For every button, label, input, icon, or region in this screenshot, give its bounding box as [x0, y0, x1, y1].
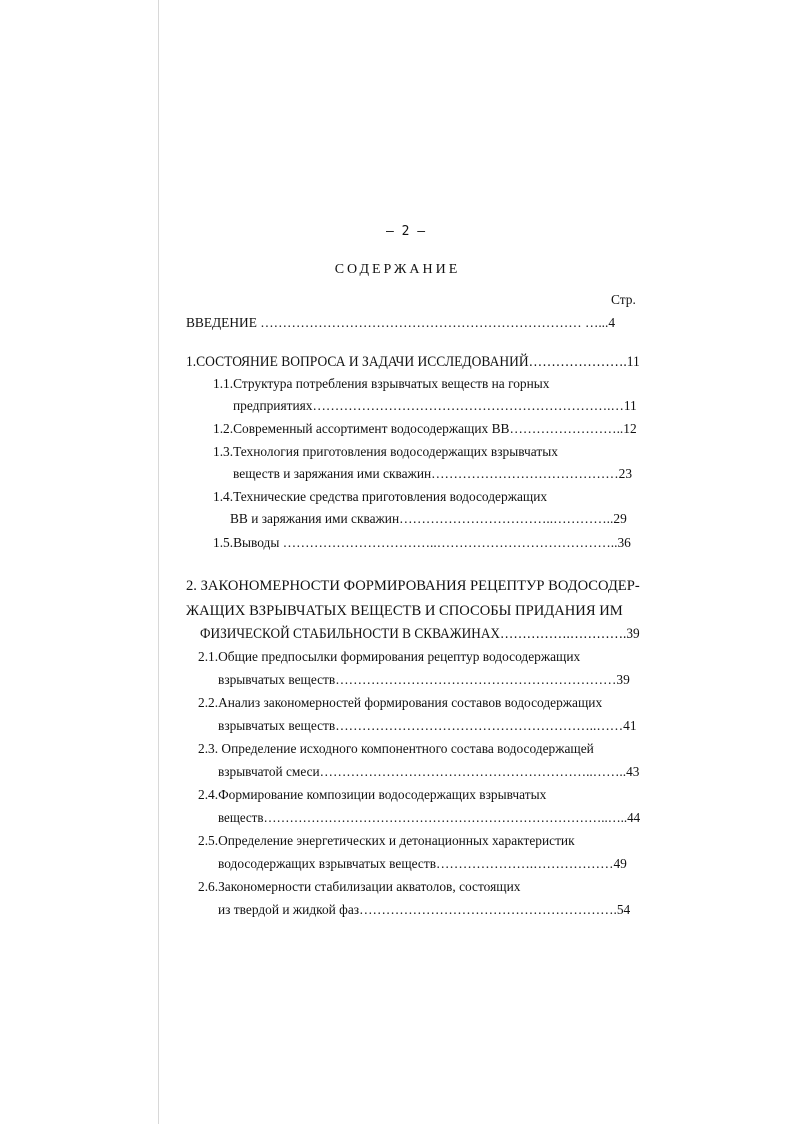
toc-chapter-2-cont-2: ФИЗИЧЕСКОЙ СТАБИЛЬНОСТИ В СКВАЖИНАХ…………….………….39: [200, 626, 640, 642]
toc-entry-2-6: 2.6.Закономерности стабилизации акватолов, состоящих: [198, 879, 521, 894]
toc-entry-2-4-cont: веществ……………………………………………………………………..…..44: [218, 810, 641, 825]
toc-entry-2-2: 2.2.Анализ закономерностей формирования составов водосодержащих: [198, 695, 603, 710]
toc-entry-2-2-cont: взрывчатых веществ…………………………………………………..……41: [218, 718, 637, 733]
toc-entry-1-5: 1.5.Выводы ……………………………..…………………………………..36: [213, 535, 631, 550]
toc-entry-2-4: 2.4.Формирование композиции водосодержащих взрывчатых: [198, 787, 547, 802]
toc-entry-2-5: 2.5.Определение энергетических и детонационных характеристик: [198, 833, 575, 848]
toc-entry-2-3: 2.3. Определение исходного компонентного состава водосодержащей: [198, 741, 594, 756]
toc-entry-2-3-cont: взрывчатой смеси……………………………………………………..……..43: [218, 764, 640, 779]
toc-entry-2-1: 2.1.Общие предпосылки формирования рецептур водосодержащих: [198, 649, 581, 664]
toc-entry-2-6-cont: из твердой и жидкой фаз………………………………………………….54: [218, 902, 631, 917]
toc-entry-introduction: ВВЕДЕНИЕ ……………………………………………………………… …...4: [186, 315, 616, 330]
toc-entry-1-1: 1.1.Структура потребления взрывчатых веществ на горных: [213, 376, 550, 391]
toc-entry-2-1-cont: взрывчатых веществ………………………………………………………39: [218, 672, 630, 687]
toc-entry-1-3: 1.3.Технология приготовления водосодержащих взрывчатых: [213, 444, 558, 459]
page-edge-line: [158, 0, 159, 1124]
toc-entry-1-1-cont: предприятиях………………………………………………………….…11: [233, 398, 637, 413]
toc-entry-1-2: 1.2.Современный ассортимент водосодержащих ВВ……………………..12: [213, 421, 637, 436]
toc-entry-1-3-cont: веществ и заряжания ими скважин……………………………………23: [233, 466, 633, 481]
toc-entry-2-5-cont: водосодержащих взрывчатых веществ………………….………………49: [218, 856, 627, 871]
toc-entry-1-4-cont: ВВ и заряжания ими скважин……………………………..…………..29: [230, 511, 627, 526]
toc-chapter-1: 1.СОСТОЯНИЕ ВОПРОСА И ЗАДАЧИ ИССЛЕДОВАНИЙ………………….11: [186, 354, 640, 370]
toc-chapter-2-cont-1: ЖАЩИХ ВЗРЫВЧАТЫХ ВЕЩЕСТВ И СПОСОБЫ ПРИДАНИЯ ИМ: [186, 603, 623, 619]
page-title: СОДЕРЖАНИЕ: [334, 262, 461, 277]
toc-entry-1-4: 1.4.Технические средства приготовления водосодержащих: [213, 489, 548, 504]
page-number: – 2 –: [386, 224, 426, 239]
page-column-label: Стр.: [611, 292, 636, 307]
toc-chapter-2: 2. ЗАКОНОМЕРНОСТИ ФОРМИРОВАНИЯ РЕЦЕПТУР ВОДОСОДЕР-: [186, 578, 640, 594]
